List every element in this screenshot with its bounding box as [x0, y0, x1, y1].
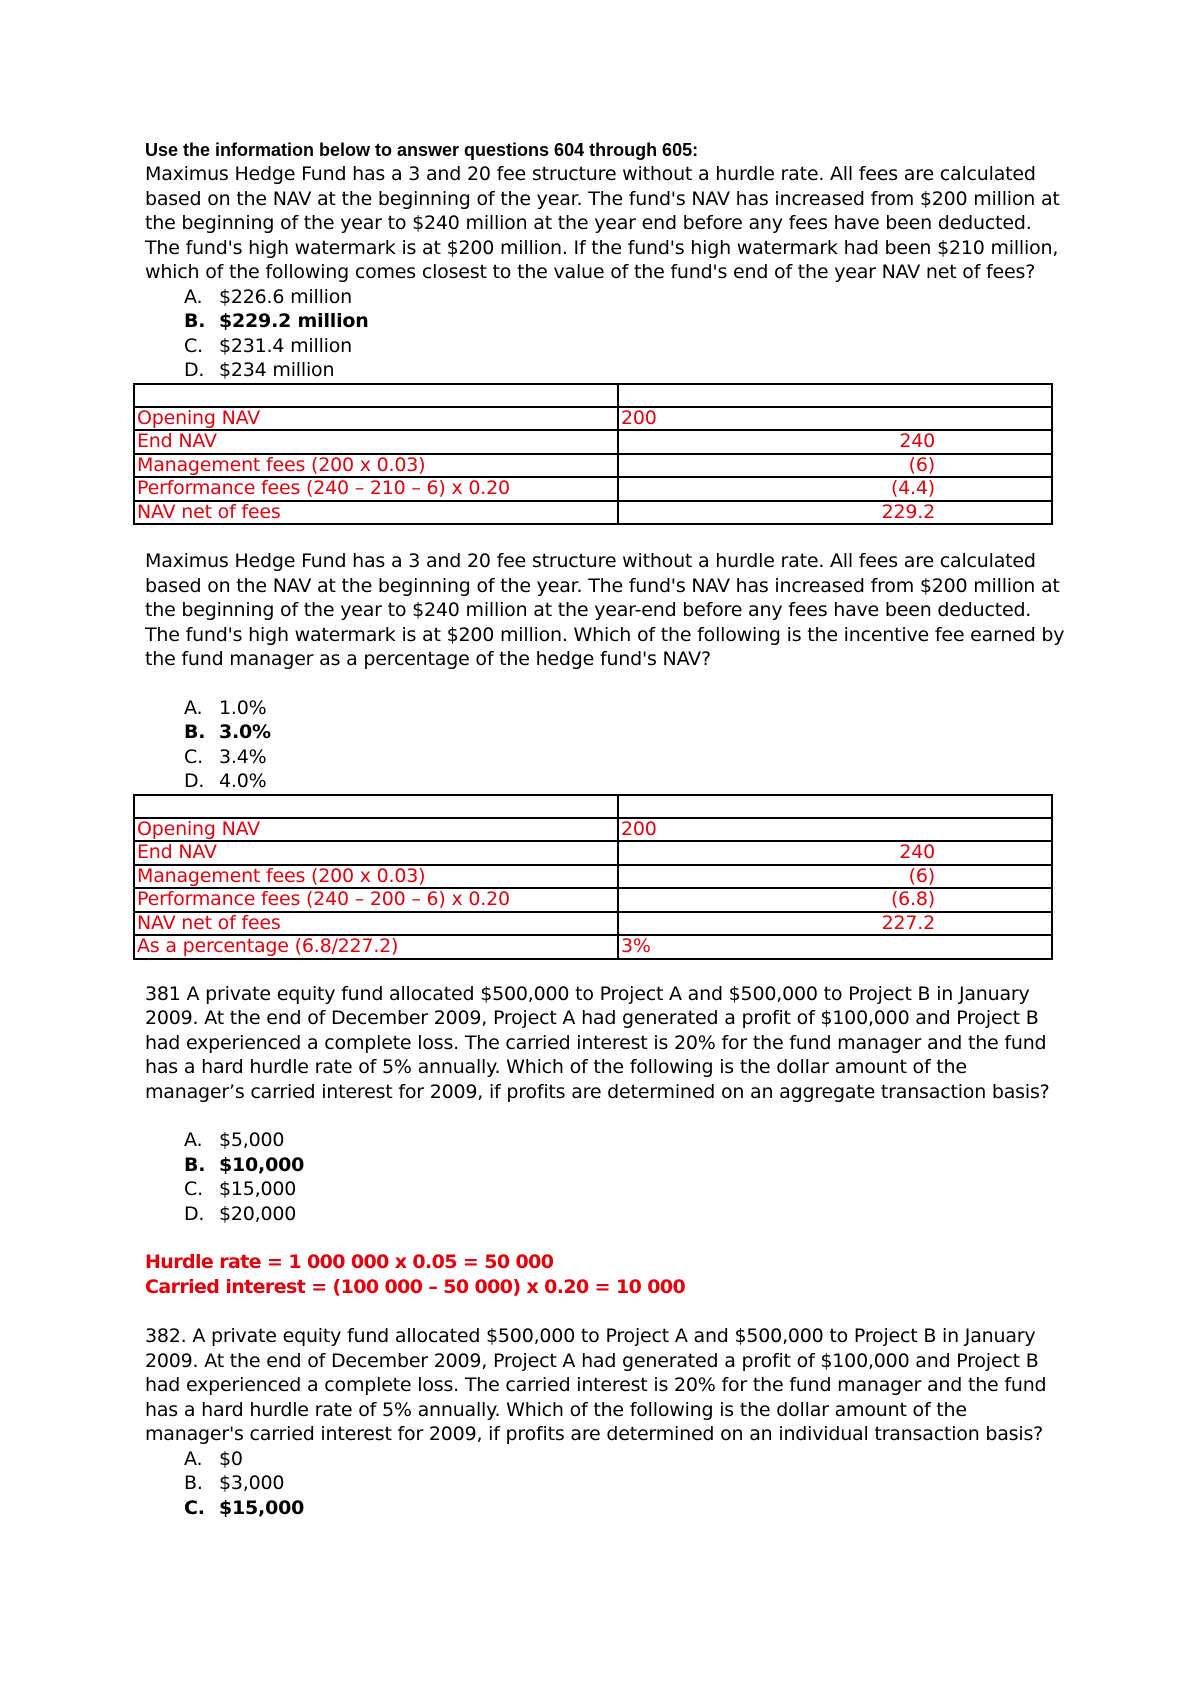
option-b-correct: B. $229.2 million: [184, 310, 369, 332]
question-2-text: Maximus Hedge Fund has a 3 and 20 fee structure without a hurdle rate. All fees are calculated based on the NAV at the beginning of the year. The fund's NAV has increased from $200 million at the beginning of the year to $240 million at the year-end before any fees have been deducted. The fund's high watermark is at $200 million. Which of the following is the incentive fee earned by the fund manager as a percentage of the hedge fund's NAV?: [145, 550, 1065, 670]
question-2-calc-table: [133, 794, 1053, 960]
table-row: Opening NAV 200: [134, 818, 1052, 842]
option-c-correct: C. $15,000: [184, 1496, 305, 1519]
option-c: C. $231.4 million: [184, 334, 353, 357]
table-row: End NAV 240: [134, 430, 1052, 454]
option-a: A. $226.6 million: [184, 285, 353, 308]
intro-heading: Use the information below to answer questions 604 through 605:: [145, 140, 699, 160]
question-1-calc-table: [133, 383, 1053, 526]
table-row: End NAV 240: [134, 841, 1052, 865]
question-1: [137, 162, 1065, 525]
table-row: Management fees (200 x 0.03) (6): [134, 865, 1052, 889]
option-b-correct: B. $10,000: [184, 1153, 305, 1176]
table-row: [134, 795, 1052, 818]
question-3-text: 381 A private equity fund allocated $500,000 to Project A and $500,000 to Project B in January 2009. At the end of December 2009, Project A had generated a profit of $100,000 and Project B had experienced a complete loss. The carried interest is 20% for the fund manager and the fund has a hard hurdle rate of 5% annually. Which of the following is the dollar amount of the manager’s carried interest for 2009, if profits are determined on an aggregate transaction basis?: [145, 982, 1050, 1103]
table-row: NAV net of fees 227.2: [134, 912, 1052, 936]
answer-hurdle-rate: Hurdle rate = 1 000 000 x 0.05 = 50 000: [145, 1251, 554, 1273]
question-2-options: [145, 696, 1065, 794]
question-4: [145, 1324, 1065, 1520]
question-4-options: [145, 1447, 1065, 1521]
question-1-text: Maximus Hedge Fund has a 3 and 20 fee structure without a hurdle rate. All fees are calculated based on the NAV at the beginning of the year. The fund's NAV has increased from $200 million at the beginning of the year to $240 million at the year end before any fees have been deducted. The fund's high watermark is at $200 million. If the fund's high watermark had been $210 million, which of the following comes closest to the value of the fund's end of the year NAV net of fees?: [145, 163, 1060, 283]
table-row: As a percentage (6.8/227.2) 3%: [134, 935, 1052, 959]
table-row: [134, 384, 1052, 407]
option-b-correct: B. 3.0%: [184, 721, 271, 743]
option-c: C. 3.4%: [184, 745, 267, 768]
table-row: Performance fees (240 – 200 – 6) x 0.20 (6.8): [134, 888, 1052, 912]
question-1-options: [145, 285, 1065, 383]
question-4-text: 382. A private equity fund allocated $500,000 to Project A and $500,000 to Project B in January 2009. At the end of December 2009, Project A had generated a profit of $100,000 and Project B had experienced a complete loss. The carried interest is 20% for the fund manager and the fund has a hard hurdle rate of 5% annually. Which of the following is the dollar amount of the manager's carried interest for 2009, if profits are determined on an individual transaction basis?: [145, 1325, 1047, 1445]
option-a: A. $5,000: [184, 1129, 285, 1151]
table-row: Management fees (200 x 0.03) (6): [134, 454, 1052, 478]
question-3-options: [145, 1128, 1065, 1226]
document-page: [137, 138, 1065, 1520]
table-row: Performance fees (240 – 210 – 6) x 0.20 (4.4): [134, 477, 1052, 501]
option-b: B. $3,000: [184, 1472, 285, 1494]
option-a: A. 1.0%: [184, 696, 267, 719]
answer-carried-interest: Carried interest = (100 000 – 50 000) x 0.20 = 10 000: [145, 1276, 686, 1298]
question-2: [137, 549, 1065, 960]
option-d: D. $20,000: [184, 1202, 297, 1225]
table-row: Opening NAV 200: [134, 407, 1052, 431]
option-a: A. $0: [184, 1447, 243, 1470]
option-c: C. $15,000: [184, 1178, 297, 1200]
option-d: D. 4.0%: [184, 770, 267, 792]
table-row: NAV net of fees 229.2: [134, 501, 1052, 525]
option-d: D. $234 million: [184, 359, 335, 381]
question-3: [145, 982, 1065, 1301]
